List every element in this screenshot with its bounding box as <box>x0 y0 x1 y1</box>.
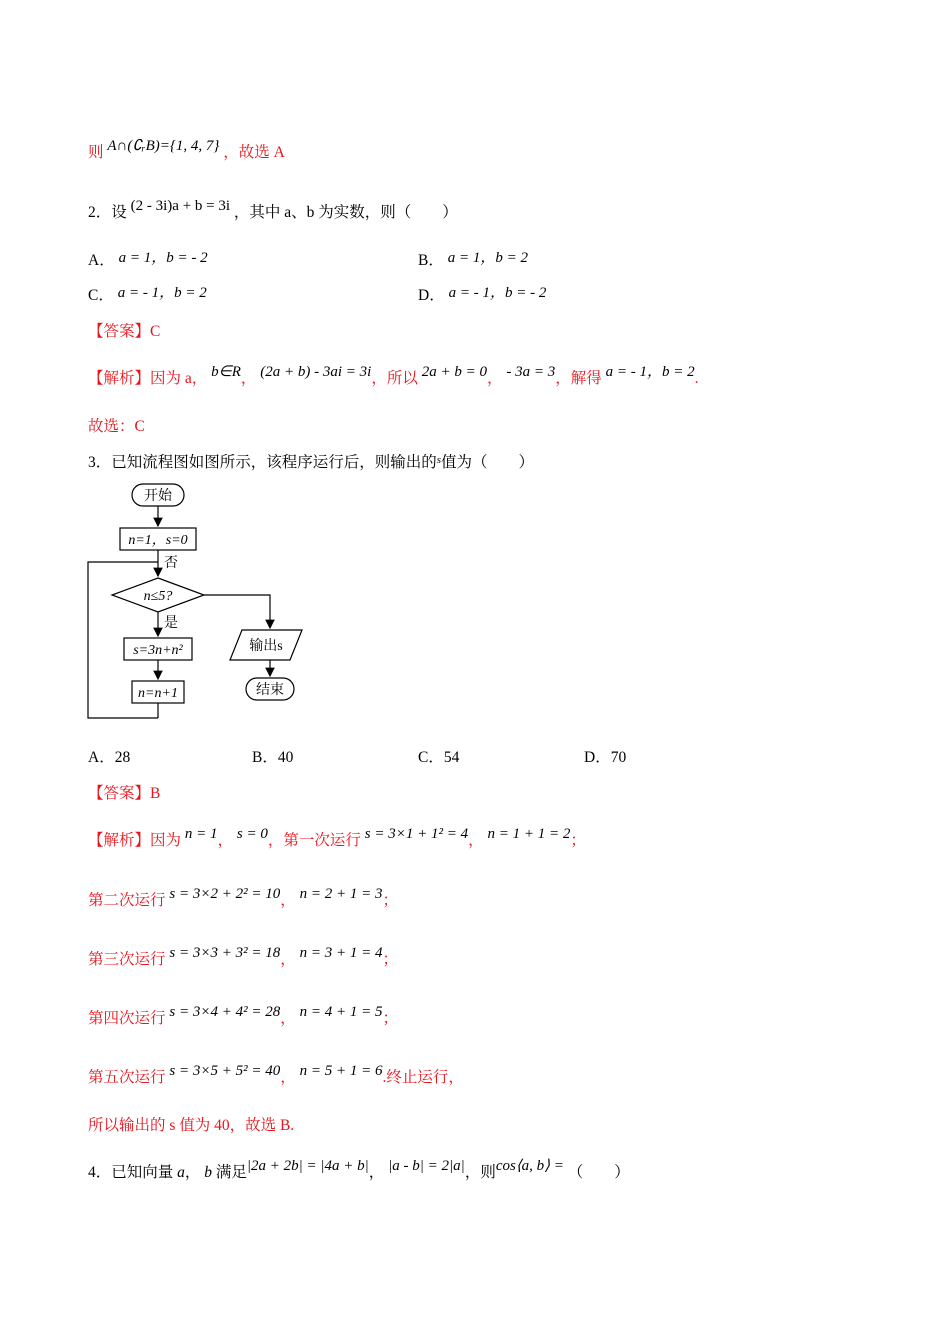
q3-stem-var: s <box>436 454 442 466</box>
q4-stem-text: 4．已知向量 <box>88 1164 174 1181</box>
analysis-sep: ， <box>240 370 257 387</box>
analysis-math: s = 0 <box>236 826 268 842</box>
analysis-math: - 3a = 3 <box>506 364 556 380</box>
analysis-label: 【解析】因为 a， <box>88 370 208 387</box>
run-n: n = 5 + 1 = 6 <box>299 1063 383 1079</box>
q2-option-d <box>418 283 546 305</box>
analysis-label: 【解析】因为 <box>88 832 182 849</box>
q3-option-a <box>88 745 130 767</box>
flow-init: n=1，s=0 <box>128 533 188 548</box>
flow-end: 结束 <box>256 683 284 698</box>
option-label: C． <box>418 749 444 766</box>
option-label: B． <box>252 749 278 766</box>
option-label: A． <box>88 749 115 766</box>
run-n: n = 2 + 1 = 3 <box>299 886 383 902</box>
q2-option-c <box>88 283 207 305</box>
q4-then: ，则 <box>464 1164 496 1181</box>
q2-analysis <box>88 366 699 388</box>
q3-run-5: 第五次运行 s = 3×5 + 5² = 40， n = 5 + 1 = 6.终止运行， <box>88 1063 464 1086</box>
q3-analysis: 【解析】因为 n = 1， s = 0，第一次运行 s = 3×1 + 1² = 4， n = 1 + 1 = 2； <box>88 826 586 849</box>
flow-yes: 是 <box>164 616 178 631</box>
option-value: 70 <box>610 749 627 766</box>
flow-condition: n≤5? <box>143 589 173 604</box>
analysis-math: n = 1 + 1 = 2 <box>487 826 571 842</box>
analysis-math: (2a + b) - 3ai = 3i <box>260 364 372 380</box>
run-label: 第三次运行 <box>88 951 166 968</box>
analysis-sep: ， <box>486 370 503 387</box>
run-end: ； <box>382 1010 398 1027</box>
q2-option-b <box>418 248 528 270</box>
q4-end: （ ） <box>567 1164 630 1181</box>
option-value: a = - 1，b = 2 <box>117 285 207 301</box>
run-n: n = 3 + 1 = 4 <box>299 945 383 961</box>
option-value: a = 1，b = 2 <box>447 250 528 266</box>
q2-number: 2．设 <box>88 204 127 221</box>
run-s: s = 3×3 + 3² = 18 <box>169 945 281 961</box>
option-value: 28 <box>114 749 131 766</box>
option-value: 40 <box>277 749 294 766</box>
run-end: ； <box>382 892 398 909</box>
flowchart <box>84 478 314 723</box>
option-label: B． <box>418 252 444 269</box>
q3-stem-text: 3．已知流程图如图所示，该程序运行后，则输出的 <box>88 454 437 471</box>
flow-no: 否 <box>164 556 178 571</box>
run-end: ； <box>382 951 398 968</box>
q4-stem: 4．已知向量 a， b 满足|2a + 2b| = |4a + b|， |a - b| = 2|a|，则cos⟨a, b⟩ = （ ） <box>88 1158 630 1181</box>
flow-output: 输出s <box>249 639 283 654</box>
q2-answer: 【答案】C <box>88 323 161 340</box>
option-label: D． <box>584 749 611 766</box>
run-s: s = 3×5 + 5² = 40 <box>169 1063 281 1079</box>
q4-math: |a - b| = 2|a| <box>388 1158 465 1174</box>
q2-math: (2 - 3i)a + b = 3i <box>130 198 231 214</box>
analysis-math: a = - 1，b = 2 <box>605 364 695 380</box>
q1-tail-math: A∩(∁ᵣB)={1, 4, 7} <box>107 138 220 154</box>
analysis-math: n = 1 <box>184 826 218 842</box>
option-value: a = - 1，b = - 2 <box>448 285 547 301</box>
q3-run-2: 第二次运行 s = 3×2 + 2² = 10， n = 2 + 1 = 3； <box>88 886 398 909</box>
run-n: n = 4 + 1 = 5 <box>299 1004 383 1020</box>
q1-tail <box>88 140 285 162</box>
flow-start: 开始 <box>144 489 172 504</box>
run-label: 第四次运行 <box>88 1010 166 1027</box>
q3-option-c <box>418 745 459 767</box>
q1-tail-prefix: 则 <box>88 144 104 161</box>
q4-var-a: a <box>177 1164 185 1181</box>
analysis-text: ，解得 <box>555 370 602 387</box>
option-value: a = 1，b = - 2 <box>118 250 208 266</box>
analysis-text: ，第一次运行 <box>267 832 361 849</box>
q1-tail-suffix: ，故选 A <box>223 144 285 161</box>
run-s: s = 3×4 + 4² = 28 <box>169 1004 281 1020</box>
q3-run-4: 第四次运行 s = 3×4 + 4² = 28， n = 4 + 1 = 5； <box>88 1004 398 1027</box>
flow-incr: n=n+1 <box>138 686 178 701</box>
q2-conclusion: 故选：C <box>88 418 145 435</box>
q2-stem <box>88 200 458 222</box>
flow-calc: s=3n+n² <box>133 643 183 658</box>
q3-run-3: 第三次运行 s = 3×3 + 3² = 18， n = 3 + 1 = 4； <box>88 945 398 968</box>
q4-mid: 满足 <box>215 1164 247 1181</box>
analysis-math: s = 3×1 + 1² = 4 <box>364 826 469 842</box>
q4-math: cos⟨a, b⟩ = <box>495 1158 564 1174</box>
analysis-math: b∈R <box>211 364 241 380</box>
analysis-math: 2a + b = 0 <box>421 364 487 380</box>
run-s: s = 3×2 + 2² = 10 <box>169 886 281 902</box>
q2-text: ，其中 a、b 为实数，则（ ） <box>233 204 458 221</box>
q3-option-d <box>584 745 626 767</box>
option-value: 54 <box>443 749 460 766</box>
q4-var-b: b <box>204 1164 213 1181</box>
option-label: A． <box>88 252 115 269</box>
q3-stem-end: 值为（ ） <box>441 454 535 471</box>
q2-option-a <box>88 248 208 270</box>
q3-option-b <box>252 745 293 767</box>
analysis-text: ，所以 <box>371 370 418 387</box>
q3-conclusion: 所以输出的 s 值为 40，故选 B. <box>88 1117 295 1134</box>
option-label: D． <box>418 287 445 304</box>
option-label: C． <box>88 287 114 304</box>
run-label: 第五次运行 <box>88 1069 166 1086</box>
run-end: .终止运行， <box>382 1069 464 1086</box>
q4-math: |2a + 2b| = |4a + b| <box>246 1158 369 1174</box>
analysis-end: . <box>694 370 699 387</box>
q3-answer: 【答案】B <box>88 785 161 802</box>
q3-stem <box>88 450 534 472</box>
run-label: 第二次运行 <box>88 892 166 909</box>
